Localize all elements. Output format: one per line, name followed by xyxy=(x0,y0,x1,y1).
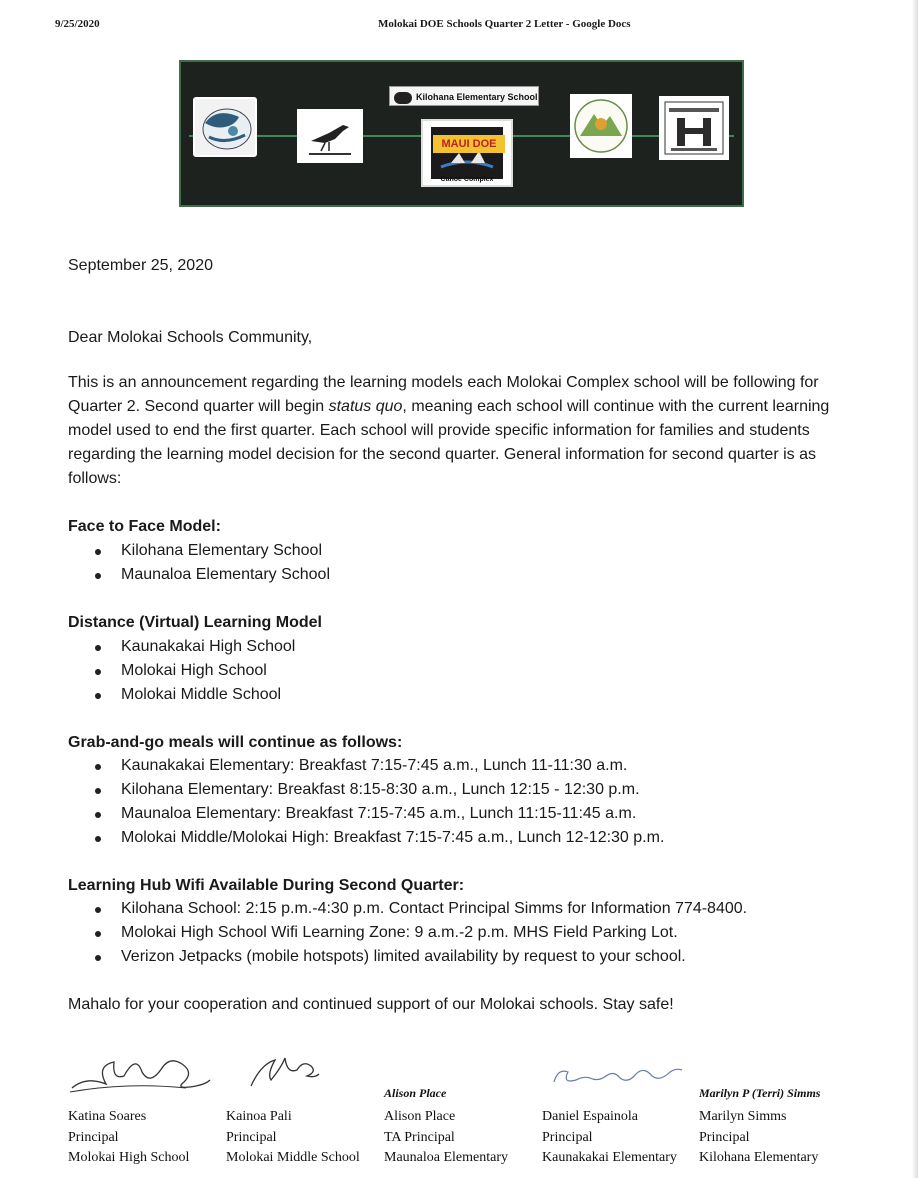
intro-italic-phrase: status quo xyxy=(328,398,403,415)
ram-icon xyxy=(394,92,412,104)
signer-title: Principal xyxy=(226,1129,277,1145)
signature-block-1 xyxy=(68,1107,189,1169)
section-heading-distance-learning: Distance (Virtual) Learning Model xyxy=(68,614,322,631)
intro-text-part-1: This is an announcement regarding the learning models each Molokai Complex school will be following for Quarter 2. Second quarter will begin xyxy=(68,374,819,415)
intro-paragraph xyxy=(68,371,858,491)
bullet-icon xyxy=(95,788,101,794)
bullet-icon xyxy=(95,573,101,579)
list-item: Kilohana School: 2:15 p.m.-4:30 p.m. Contact Principal Simms for Information 774-8400. xyxy=(95,897,747,921)
signer-name: Marilyn Simms xyxy=(699,1109,787,1124)
list-item: Kilohana Elementary: Breakfast 8:15-8:30 a.m., Lunch 12:15 - 12:30 p.m. xyxy=(95,778,664,802)
list-item: Verizon Jetpacks (mobile hotspots) limited availability by request to your school. xyxy=(95,945,747,969)
school-logos-banner xyxy=(179,60,744,207)
section-heading-wifi: Learning Hub Wifi Available During Second Quarter: xyxy=(68,877,465,894)
signer-name: Kainoa Pali xyxy=(226,1109,292,1124)
wifi-list xyxy=(95,897,747,969)
signer-school: Kilohana Elementary xyxy=(699,1150,819,1165)
print-doc-title: Molokai DOE Schools Quarter 2 Letter - Google Docs xyxy=(378,18,631,30)
signer-school: Maunaloa Elementary xyxy=(384,1150,509,1165)
maui-doe-subtitle: Canoe Complex xyxy=(440,176,494,183)
signature-katina-soares xyxy=(66,1046,216,1100)
signer-name: Katina Soares xyxy=(68,1109,147,1124)
list-item: Maunaloa Elementary: Breakfast 7:15-7:45 a.m., Lunch 11:15-11:45 a.m. xyxy=(95,802,664,826)
section-heading-meals: Grab-and-go meals will continue as follows: xyxy=(68,734,403,751)
print-date: 9/25/2020 xyxy=(55,18,100,30)
signer-school: Molokai Middle School xyxy=(226,1150,360,1165)
list-item: Maunaloa Elementary School xyxy=(95,563,330,587)
signature-block-5 xyxy=(699,1107,818,1169)
molokai-high-school-logo xyxy=(659,96,729,160)
signer-title: Principal xyxy=(542,1129,593,1145)
bullet-icon xyxy=(95,812,101,818)
signer-name: Alison Place xyxy=(384,1109,456,1124)
signer-school: Molokai High School xyxy=(68,1150,190,1165)
signature-marilyn-simms: Marilyn P (Terri) Simms xyxy=(699,1086,821,1100)
kilohana-label-text: Kilohana Elementary School xyxy=(416,92,538,102)
signer-school: Kaunakakai Elementary xyxy=(542,1150,677,1165)
list-item: Kilohana Elementary School xyxy=(95,539,330,563)
closing-line: Mahalo for your cooperation and continued support of our Molokai schools. Stay safe! xyxy=(68,996,674,1013)
bullet-icon xyxy=(95,836,101,842)
list-item: Molokai High School xyxy=(95,659,295,683)
dolphin-school-logo xyxy=(193,97,257,157)
distance-learning-list xyxy=(95,635,295,707)
signer-title: TA Principal xyxy=(384,1129,455,1145)
bullet-icon xyxy=(95,693,101,699)
bullet-icon xyxy=(95,931,101,937)
section-heading-face-to-face: Face to Face Model: xyxy=(68,518,221,535)
bullet-icon xyxy=(95,645,101,651)
list-item: Kaunakakai Elementary: Breakfast 7:15-7:45 a.m., Lunch 11-11:30 a.m. xyxy=(95,754,664,778)
page-edge-shadow xyxy=(912,0,918,1178)
meals-list xyxy=(95,754,664,850)
roadrunner-school-logo xyxy=(297,109,363,163)
bullet-icon xyxy=(95,669,101,675)
maui-doe-logo xyxy=(421,119,513,187)
signer-name: Daniel Espainola xyxy=(542,1109,639,1124)
letter-date: September 25, 2020 xyxy=(68,257,213,274)
signature-block-3 xyxy=(384,1107,508,1169)
intro-text-part-2: , meaning each school will continue with the current learning model used to end the first quarter. Each school will provide specific information for families and students regarding the learning model decision for the second quarter. General information for second quarter is as follows: xyxy=(68,398,830,487)
list-item: Molokai Middle School xyxy=(95,683,295,707)
signature-block-4 xyxy=(542,1107,677,1169)
signer-title: Principal xyxy=(699,1129,750,1145)
signature-block-2 xyxy=(226,1107,360,1169)
bullet-icon xyxy=(95,764,101,770)
list-item: Molokai Middle/Molokai High: Breakfast 7:15-7:45 a.m., Lunch 12-12:30 p.m. xyxy=(95,826,664,850)
bullet-icon xyxy=(95,549,101,555)
bullet-icon xyxy=(95,955,101,961)
face-to-face-list xyxy=(95,539,330,587)
signer-title: Principal xyxy=(68,1129,119,1145)
maui-doe-title: MAUI DOE xyxy=(433,135,505,153)
list-item: Kaunakakai High School xyxy=(95,635,295,659)
signature-kainoa-pali xyxy=(245,1050,325,1094)
mountain-school-logo xyxy=(570,94,632,158)
signature-daniel-espainola xyxy=(548,1058,688,1094)
salutation: Dear Molokai Schools Community, xyxy=(68,329,313,346)
kilohana-school-label xyxy=(389,86,539,106)
list-item: Molokai High School Wifi Learning Zone: 9 a.m.-2 p.m. MHS Field Parking Lot. xyxy=(95,921,747,945)
bullet-icon xyxy=(95,907,101,913)
signature-alison-place: Alison Place xyxy=(384,1086,447,1100)
